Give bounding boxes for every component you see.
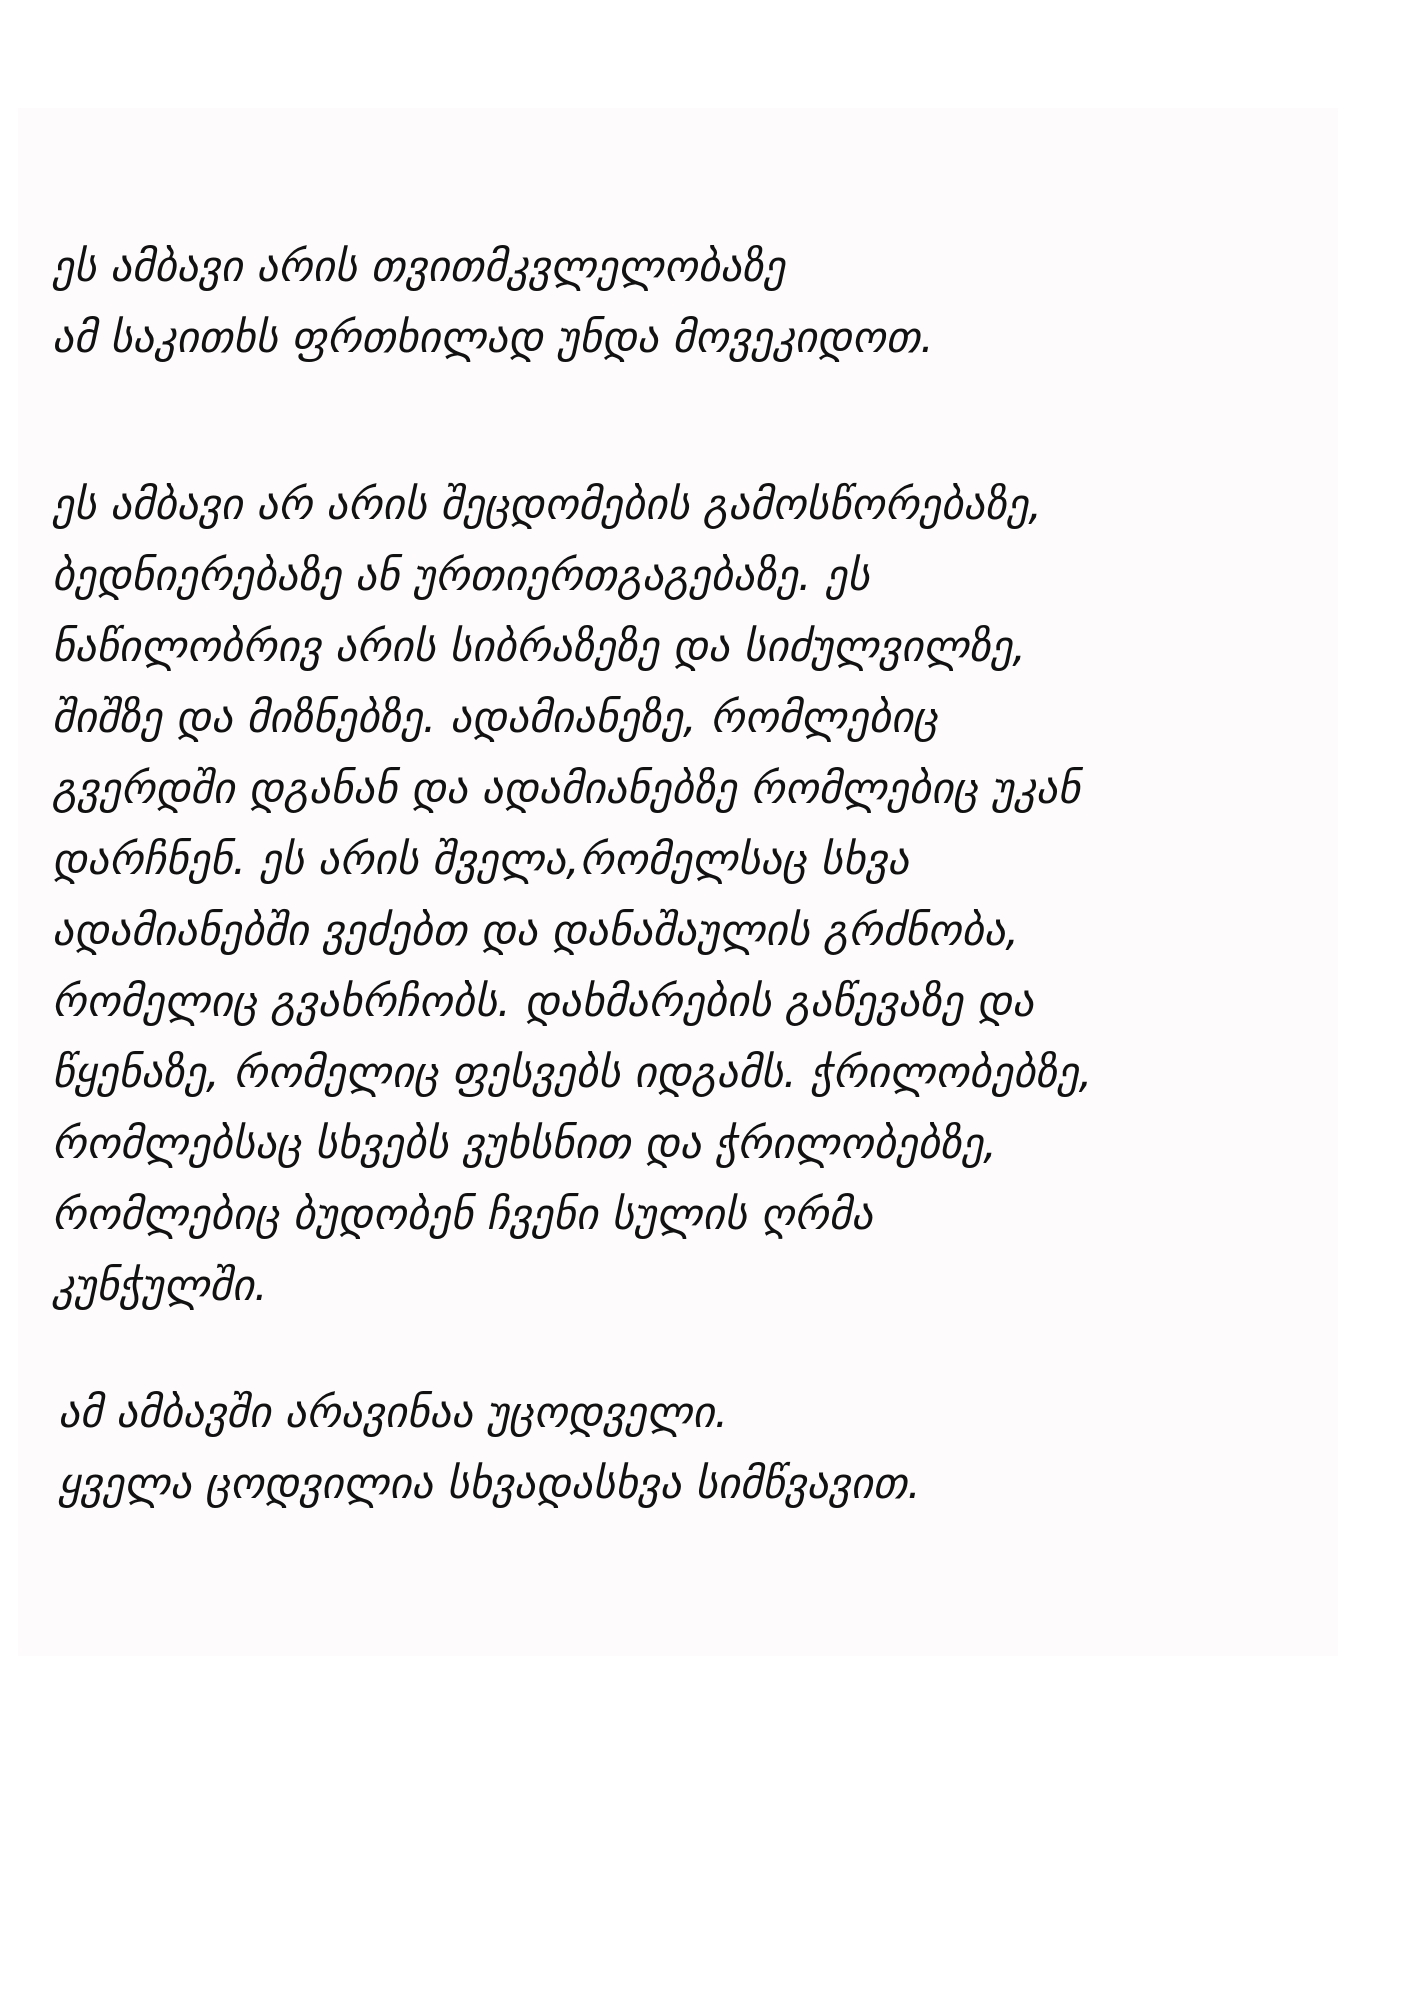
body-line: გვერდში დგანან და ადამიანებზე რომლებიც უკან — [52, 764, 1081, 814]
closing-line: ყველა ცოდვილია სხვადასხვა სიმწვავით. — [58, 1459, 921, 1509]
intro-paragraph — [52, 232, 934, 374]
intro-line: ეს ამბავი არის თვითმკვლელობაზე — [52, 242, 786, 292]
body-line: ადამიანებში ვეძებთ და დანაშაულის გრძნობა, — [52, 906, 1020, 956]
body-line: ბედნიერებაზე ან ურთიერთგაგებაზე. ეს — [52, 551, 870, 601]
body-line: რომელიც გვახრჩობს. დახმარების გაწევაზე და — [52, 977, 1034, 1027]
closing-paragraph — [58, 1378, 921, 1520]
body-paragraph — [52, 470, 1092, 1322]
closing-line: ამ ამბავში არავინაა უცოდველი. — [58, 1388, 729, 1438]
intro-line: ამ საკითხს ფრთხილად უნდა მოვეკიდოთ. — [52, 313, 934, 363]
body-line: რომლებიც ბუდობენ ჩვენი სულის ღრმა — [52, 1190, 873, 1240]
body-line: ნაწილობრივ არის სიბრაზეზე და სიძულვილზე, — [52, 622, 1026, 672]
body-line: ეს ამბავი არ არის შეცდომების გამოსწორებაზე, — [52, 480, 1042, 530]
body-line: შიშზე და მიზნებზე. ადამიანეზე, რომლებიც — [52, 693, 938, 743]
body-line: კუნჭულში. — [52, 1261, 268, 1311]
body-line: წყენაზე, რომელიც ფესვებს იდგამს. ჭრილობებზე, — [52, 1048, 1093, 1098]
body-line: დარჩნენ. ეს არის შველა,რომელსაც სხვა — [52, 835, 910, 885]
body-line: რომლებსაც სხვებს ვუხსნით და ჭრილობებზე, — [52, 1119, 997, 1169]
